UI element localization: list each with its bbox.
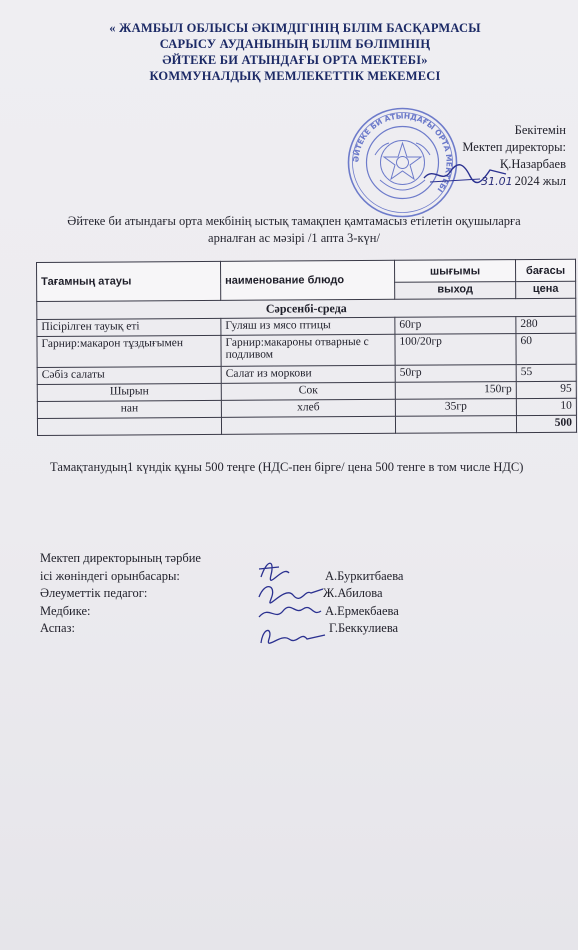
approval-block: [462, 122, 566, 190]
dish-price: 60: [516, 333, 576, 364]
approval-date-handwritten: 31.01: [481, 175, 513, 188]
total-empty-3: [395, 416, 516, 434]
dish-ru: хлеб: [221, 399, 395, 417]
dish-kz: Сәбіз салаты: [37, 366, 221, 384]
header-line-4: КОММУНАЛДЫҚ МЕМЛЕКЕТТІК МЕКЕМЕСІ: [149, 69, 441, 83]
seal-text: ӘЙТЕКЕ БИ АТЫНДАҒЫ ОРТА МЕКТЕБІ: [351, 111, 454, 194]
signatory-role: Әлеуметтік педагог:: [40, 586, 148, 600]
dish-ru: Сок: [221, 382, 395, 400]
header-output-kz: шығымы: [394, 260, 515, 283]
table-row: [37, 333, 576, 367]
header-output-ru: выход: [395, 282, 516, 300]
approval-name: [462, 156, 566, 173]
table-header-row: [37, 259, 576, 284]
signatory-name: А.Ермекбаева: [325, 603, 399, 618]
menu-title-line-2: арналған ас мәзірі /1 апта 3-күн/: [208, 231, 380, 245]
dish-output: 60гр: [395, 317, 516, 335]
table-total-row: [37, 415, 576, 435]
approval-year: 2024 жыл: [514, 174, 566, 188]
signatory-name: Ж.Абилова: [323, 586, 383, 600]
approval-date: [462, 173, 566, 190]
signatory-name: А.Буркитбаева: [325, 568, 404, 583]
dish-kz: Шырын: [37, 383, 221, 401]
approval-name-text: Қ.Назарбаев: [499, 157, 566, 171]
dish-price: 10: [516, 398, 576, 415]
dish-price: 95: [516, 381, 576, 398]
dish-output: 50гр: [395, 365, 516, 383]
signatory-row: [40, 585, 540, 603]
document-header: [60, 20, 530, 84]
menu-title: [20, 213, 568, 247]
dish-output: 35гр: [395, 399, 516, 417]
header-price-ru: цена: [516, 281, 576, 298]
dish-price: 55: [516, 364, 576, 381]
total-price: 500: [516, 415, 576, 432]
signatory-row: [40, 620, 540, 638]
dish-ru: Гуляш из мясо птицы: [221, 317, 395, 335]
dish-ru: Гарнир:макароны отварные с подливом: [221, 334, 395, 366]
menu-title-line-1: Әйтеке би атындағы орта мекбінің ыстық тамақпен қамтамасыз етілетін оқушыларға: [67, 214, 521, 228]
approval-role: Мектеп директоры:: [462, 140, 566, 154]
signatory-row: [40, 603, 540, 621]
day-label: Сәрсенбі-среда: [37, 298, 576, 319]
header-dish-kz: Тағамның атауы: [37, 261, 221, 301]
signatory-row: [40, 568, 540, 586]
dish-output: 150гр: [395, 382, 516, 400]
dish-kz: Пісірілген тауық еті: [37, 318, 221, 336]
dish-price: 280: [516, 316, 576, 333]
signatory-row: [40, 550, 540, 568]
signatory-role: Медбике:: [40, 603, 91, 618]
approval-label: Бекітемін: [514, 123, 566, 137]
header-dish-ru: наименование блюдо: [220, 260, 394, 300]
signatory-role: Аспаз:: [40, 621, 75, 635]
daily-cost-note: Тамақтанудың1 күндік құны 500 теңге (НДС-пен бірге/ цена 500 тенге в том числе НДС): [50, 460, 524, 474]
dish-kz: нан: [37, 400, 221, 418]
dish-ru: Салат из моркови: [221, 365, 395, 383]
dish-output: 100/20гр: [395, 334, 516, 366]
header-line-1: « ЖАМБЫЛ ОБЛЫСЫ ӘКІМДІГІНІҢ БІЛІМ БАСҚАРМАСЫ: [109, 21, 481, 35]
signatory-name: Г.Беккулиева: [329, 621, 399, 635]
signatory-role: ісі жөніндегі орынбасары:: [40, 568, 180, 583]
total-empty-2: [221, 416, 395, 434]
header-line-3: ӘЙТЕКЕ БИ АТЫНДАҒЫ ОРТА МЕКТЕБІ»: [162, 53, 428, 67]
signatory-role: Мектеп директорының тәрбие: [40, 551, 201, 565]
total-empty-1: [37, 417, 221, 435]
header-price-kz: бағасы: [515, 259, 575, 281]
menu-table: [36, 259, 577, 436]
dish-kz: Гарнир:макарон тұздығымен: [37, 335, 221, 367]
signatories-block: [40, 550, 540, 638]
header-line-2: САРЫСУ АУДАНЫНЫҢ БІЛІМ БӨЛІМІНІҢ: [159, 37, 431, 51]
